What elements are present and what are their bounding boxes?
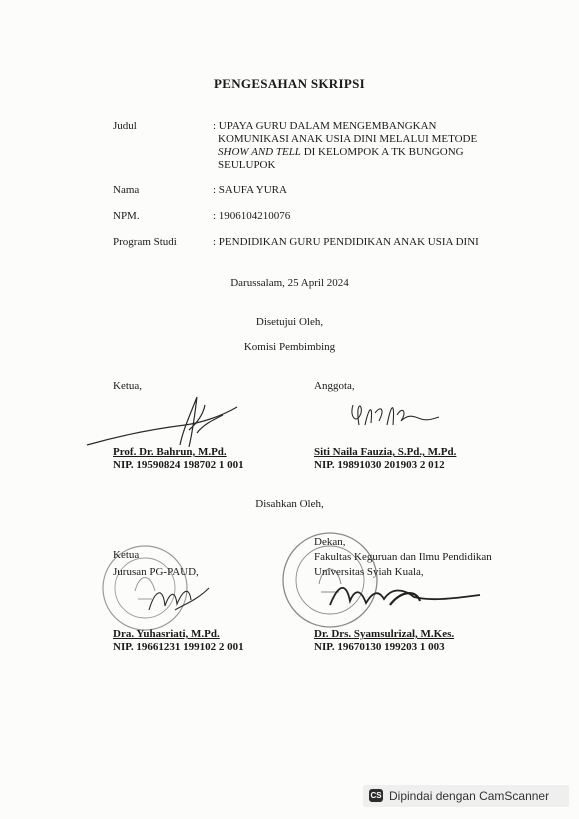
kajur-signature [145, 580, 215, 620]
kajur-name-wrap [113, 628, 220, 641]
kajur-name: Dra. Yuhasriati, M.Pd. [113, 628, 220, 640]
judul-line-3 [213, 146, 513, 159]
judul-line-2: KOMUNIKASI ANAK USIA DINI MELALUI METODE [218, 133, 478, 145]
judul-value [213, 120, 513, 172]
ketua-role: Ketua, [113, 380, 143, 392]
prodi-value: : PENDIDIKAN GURU PENDIDIKAN ANAK USIA DINI [213, 236, 479, 248]
npm-label: NPM. [113, 210, 140, 222]
anggota-name: Siti Naila Fauzia, S.Pd., M.Pd. [314, 446, 457, 458]
npm-value: : 1906104210076 [213, 210, 291, 222]
place-date: Darussalam, 25 April 2024 [230, 277, 349, 289]
judul-line-3-rest: DI KELOMPOK A TK BUNGONG [300, 146, 464, 158]
page-title: PENGESAHAN SKRIPSI [214, 76, 365, 91]
anggota-name-wrap [314, 446, 456, 459]
nama-label: Nama [113, 184, 140, 196]
judul-italic: SHOW AND TELL [218, 146, 301, 158]
prodi-label: Program Studi [113, 236, 177, 248]
committee: Komisi Pembimbing [243, 341, 336, 353]
judul-line-4: SEULUPOK [218, 159, 276, 171]
kajur-role-2: Jurusan PG-PAUD, [113, 566, 199, 578]
dekan-role-1: Dekan, [314, 536, 346, 548]
dekan-role-2: Fakultas Keguruan dan Ilmu Pendidikan [314, 551, 492, 563]
dekan-signature [320, 575, 485, 620]
judul-line-1: : UPAYA GURU DALAM MENGEMBANGKAN [213, 120, 437, 132]
kajur-nip: NIP. 19661231 199102 2 001 [113, 641, 244, 653]
anggota-nip: NIP. 19891030 201903 2 012 [314, 459, 445, 471]
ketua-name-wrap [113, 446, 227, 459]
ketua-nip: NIP. 19590824 198702 1 001 [113, 459, 244, 471]
dekan-name: Dr. Drs. Syamsulrizal, M.Kes. [314, 628, 455, 640]
dekan-name-wrap [314, 628, 454, 641]
camscanner-text: Dipindai dengan CamScanner [389, 789, 550, 803]
anggota-role: Anggota, [314, 380, 355, 392]
dekan-role-3: Universitas Syiah Kuala, [314, 566, 424, 578]
judul-label: Judul [113, 120, 137, 132]
approved-by: Disetujui Oleh, [255, 316, 324, 328]
camscanner-logo-icon: CS [370, 791, 382, 800]
dekan-nip: NIP. 19670130 199203 1 003 [314, 641, 445, 653]
ratified-by: Disahkan Oleh, [255, 498, 324, 510]
ketua-name: Prof. Dr. Bahrun, M.Pd. [113, 446, 227, 458]
anggota-signature [345, 395, 445, 440]
kajur-role-1: Ketua [113, 549, 140, 561]
nama-value: : SAUFA YURA [213, 184, 287, 196]
camscanner-badge [363, 785, 569, 807]
